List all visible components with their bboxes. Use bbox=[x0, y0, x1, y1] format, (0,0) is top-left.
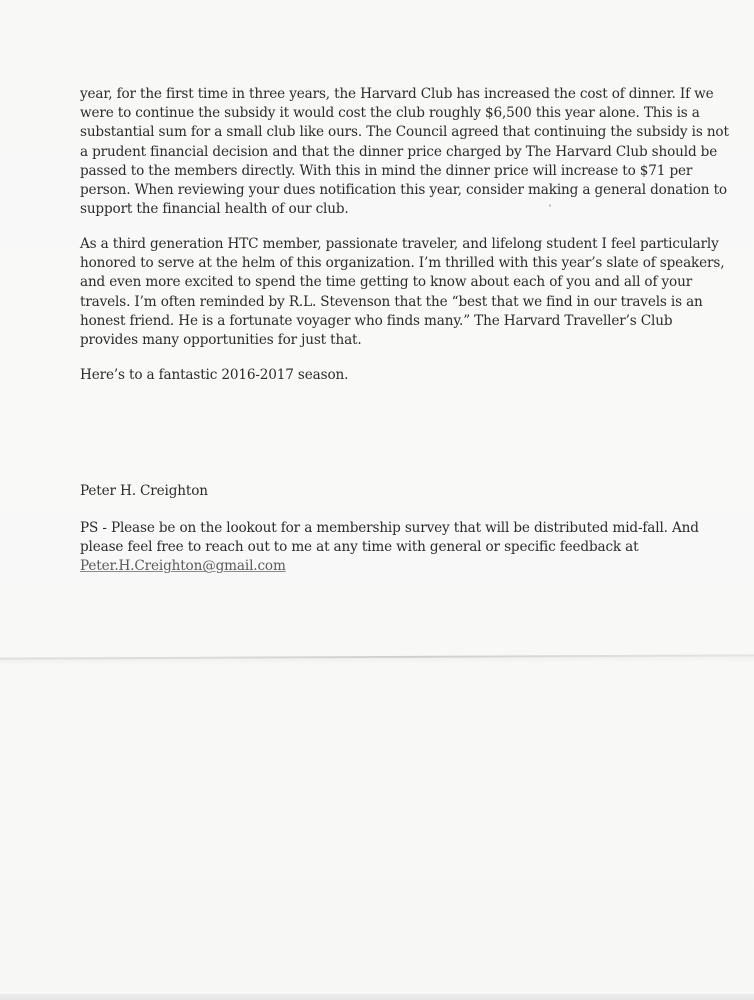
text-line: substantial sum for a small club like ours. The Council agreed that continuing the subsidy is not bbox=[80, 124, 729, 141]
paragraph-season-toast bbox=[80, 366, 680, 385]
scanner-bed-edge bbox=[0, 992, 754, 1000]
text-line: passed to the members directly. With this in mind the dinner price will increase to $71 per bbox=[80, 162, 693, 179]
text-line: please feel free to reach out to me at any time with general or specific feedback at bbox=[80, 539, 639, 556]
text-line: person. When reviewing your dues notification this year, consider making a general donation to bbox=[80, 181, 727, 198]
text-line: provides many opportunities for just that. bbox=[80, 331, 362, 348]
text-line: travels. I’m often reminded by R.L. Stevenson that the “best that we find in our travels is an bbox=[80, 293, 703, 310]
text-line: Here’s to a fantastic 2016-2017 season. bbox=[80, 367, 349, 383]
signature bbox=[80, 482, 680, 501]
signature-name: Peter H. Creighton bbox=[80, 483, 208, 499]
email-link[interactable]: Peter.H.Creighton@gmail.com bbox=[80, 558, 286, 575]
text-line: a prudent financial decision and that the dinner price charged by The Harvard Club should be bbox=[80, 143, 718, 160]
text-line: honored to serve at the helm of this organization. I’m thrilled with this year’s slate of speakers, bbox=[80, 255, 725, 272]
text-line: support the financial health of our club. bbox=[80, 201, 349, 218]
paragraph-dinner-price bbox=[80, 85, 729, 219]
paragraph-personal-note bbox=[80, 235, 725, 350]
text-line: As a third generation HTC member, passionate traveler, and lifelong student I feel particularly bbox=[80, 236, 719, 252]
text-line: PS - Please be on the lookout for a membership survey that will be distributed mid-fall. And bbox=[80, 520, 699, 536]
text-line: were to continue the subsidy it would cost the club roughly $6,500 this year alone. This is a bbox=[80, 105, 700, 122]
text-line: year, for the first time in three years, the Harvard Club has increased the cost of dinner. If we bbox=[80, 86, 714, 102]
text-line: and even more excited to spend the time getting to know about each of you and all of your bbox=[80, 274, 693, 291]
postscript bbox=[80, 519, 699, 577]
text-line: honest friend. He is a fortunate voyager who finds many.” The Harvard Traveller’s Club bbox=[80, 312, 673, 329]
